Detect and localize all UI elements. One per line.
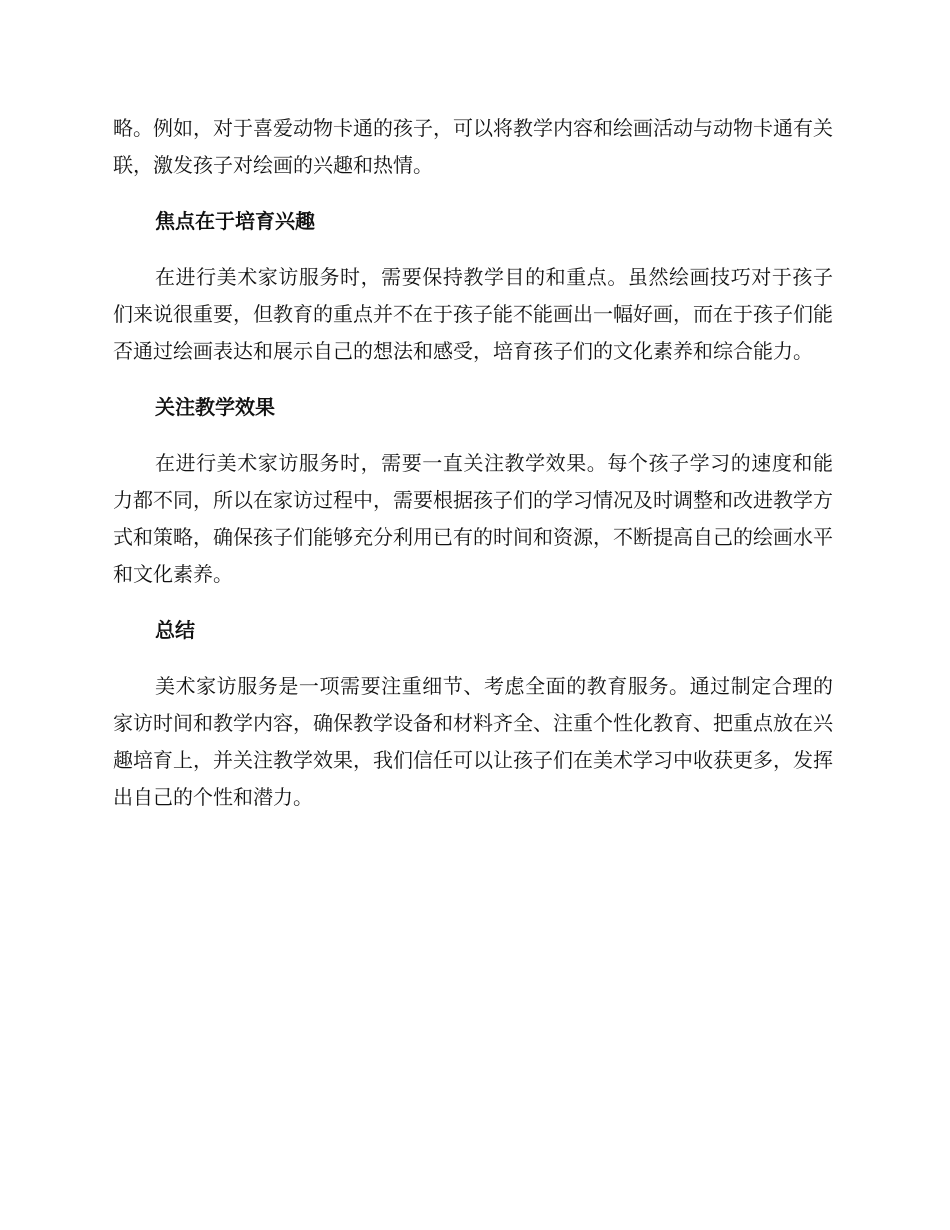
document-body xyxy=(113,110,833,816)
section-body-effect: 在进行美术家访服务时，需要一直关注教学效果。每个孩子学习的速度和能力都不同，所以在家访过程中，需要根据孩子们的学习情况及时调整和改进教学方式和策略，确保孩子们能够充分利用已有的时间和资源，不断提高自己的绘画水平和文化素养。 xyxy=(113,451,833,586)
intro-paragraph: 略。例如，对于喜爱动物卡通的孩子，可以将教学内容和绘画活动与动物卡通有关联，激发孩子对绘画的兴趣和热情。 xyxy=(113,116,833,177)
section-body-interest: 在进行美术家访服务时，需要保持教学目的和重点。虽然绘画技巧对于孩子们来说很重要，但教育的重点并不在于孩子能不能画出一幅好画，而在于孩子们能否通过绘画表达和展示自己的想法和感受，培育孩子们的文化素养和综合能力。 xyxy=(113,265,833,363)
section-heading-interest: 焦点在于培育兴趣 xyxy=(155,209,315,233)
section-body-summary: 美术家访服务是一项需要注重细节、考虑全面的教育服务。通过制定合理的家访时间和教学内容，确保教学设备和材料齐全、注重个性化教育、把重点放在兴趣培育上，并关注教学效果，我们信任可以让孩子们在美术学习中收获更多，发挥出自己的个性和潜力。 xyxy=(113,674,833,809)
section-heading-effect: 关注教学效果 xyxy=(155,395,275,419)
section-heading-summary: 总结 xyxy=(155,618,195,642)
